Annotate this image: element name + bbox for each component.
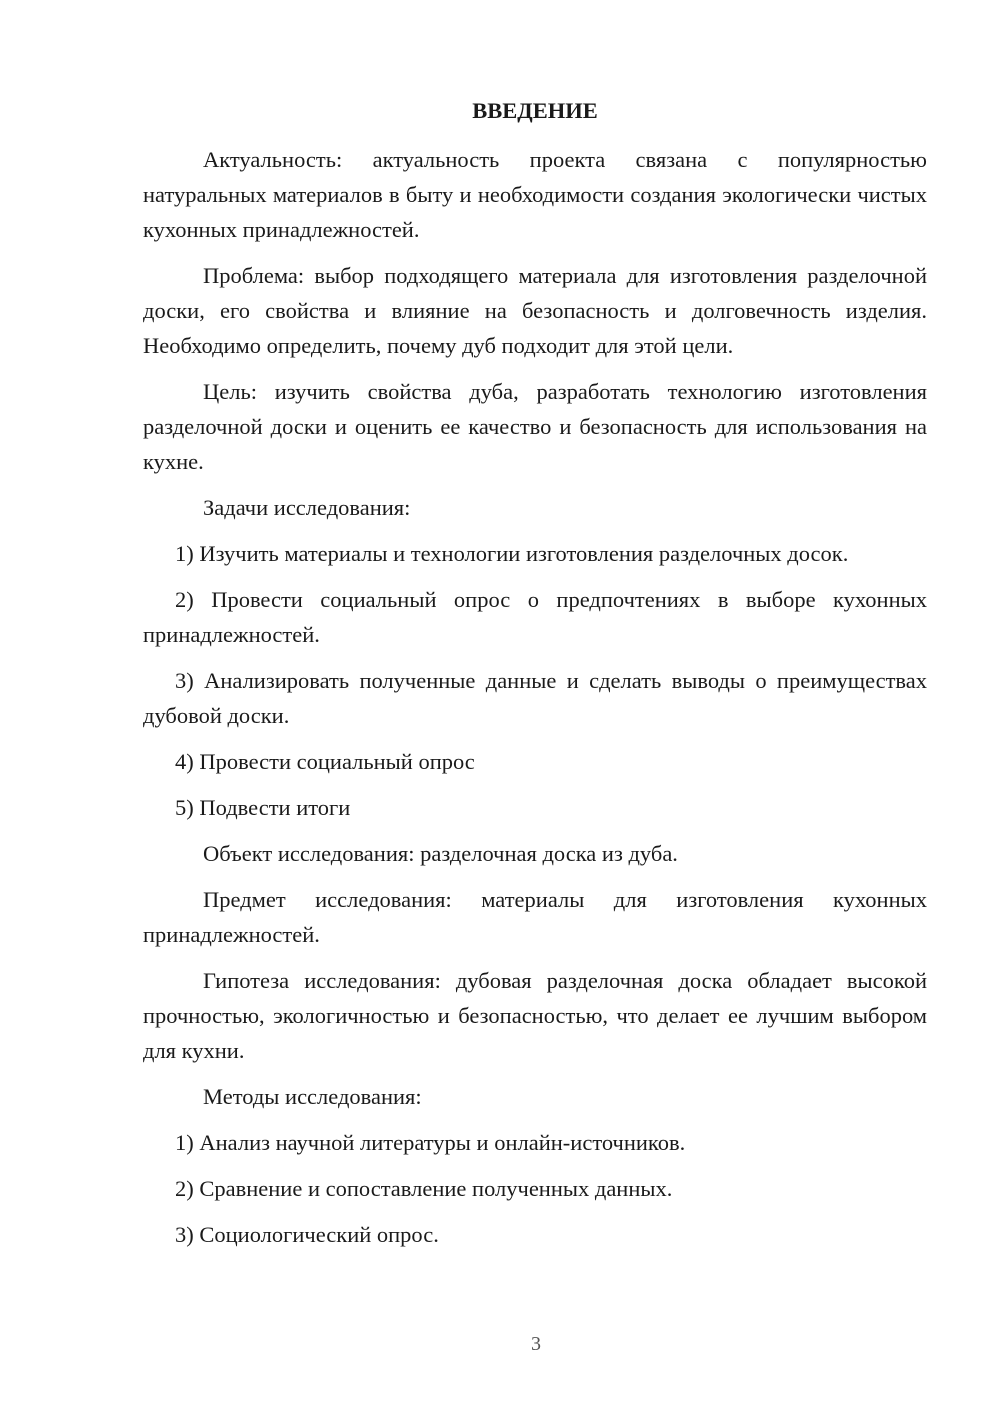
section-title: ВВЕДЕНИЕ [472,98,598,123]
task-item-4: 4) Провести социальный опрос [175,749,475,774]
paragraph-hypothesis: Гипотеза исследования: дубовая разделочная доска обладает высокой прочностью, экологичностью и безопасностью, что делает ее лучшим выбором для кухни. [143,968,927,1063]
method-item-3: 3) Социологический опрос. [175,1222,439,1247]
method-item-2: 2) Сравнение и сопоставление полученных данных. [175,1176,673,1201]
paragraph-methods-heading: Методы исследования: [203,1084,422,1109]
page-content [143,93,927,1263]
task-item-2: 2) Провести социальный опрос о предпочтениях в выборе кухонных принадлежностей. [143,587,927,647]
paragraph-tasks-heading: Задачи исследования: [203,495,411,520]
page-number: 3 [531,1333,541,1355]
task-item-1: 1) Изучить материалы и технологии изготовления разделочных досок. [175,541,849,566]
paragraph-relevance: Актуальность: актуальность проекта связана с популярностью натуральных материалов в быту и необходимости создания экологически чистых кухонных принадлежностей. [143,147,927,242]
paragraph-goal: Цель: изучить свойства дуба, разработать технологию изготовления разделочной доски и оценить ее качество и безопасность для использования на кухне. [143,379,927,474]
paragraph-subject: Предмет исследования: материалы для изготовления кухонных принадлежностей. [143,887,927,947]
paragraph-object: Объект исследования: разделочная доска из дуба. [203,841,678,866]
method-item-1: 1) Анализ научной литературы и онлайн-источников. [175,1130,686,1155]
paragraph-problem: Проблема: выбор подходящего материала для изготовления разделочной доски, его свойства и влияние на безопасность и долговечность изделия. Необходимо определить, почему дуб подходит для этой цели. [143,263,927,358]
task-item-5: 5) Подвести итоги [175,795,351,820]
task-item-3: 3) Анализировать полученные данные и сделать выводы о преимуществах дубовой доски. [143,668,927,728]
